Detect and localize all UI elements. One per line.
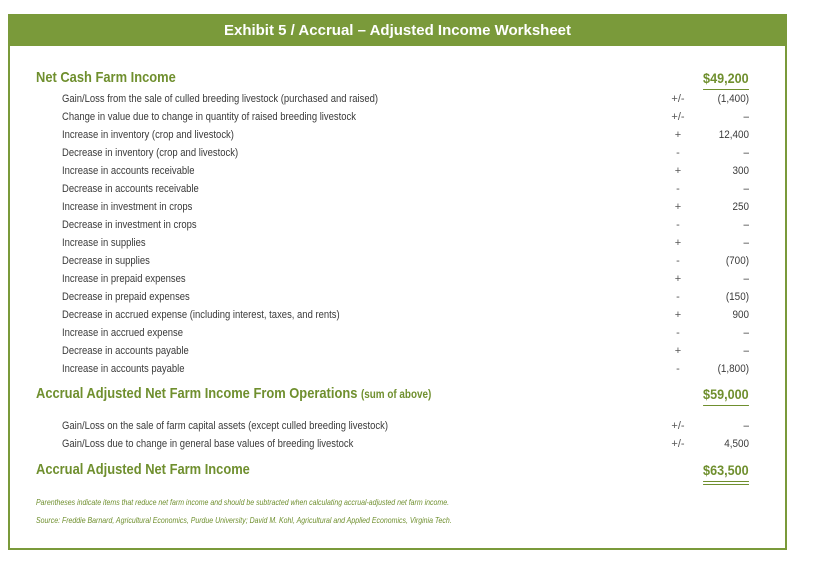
table-row [10, 108, 785, 126]
table-row [10, 360, 785, 378]
row-label: Increase in inventory (crop and livestock) [62, 129, 234, 141]
worksheet-title: Exhibit 5 / Accrual – Adjusted Income Worksheet [10, 16, 785, 46]
row-value: – [743, 273, 749, 285]
row-label: Change in value due to change in quantity of raised breeding livestock [62, 111, 356, 123]
net-cash-farm-income-row [10, 67, 785, 89]
row-label: Increase in accrued expense [62, 327, 183, 339]
row-sign: - [676, 363, 680, 375]
row-label: Increase in supplies [62, 237, 146, 249]
net-cash-farm-income-value: $49,200 [703, 67, 749, 90]
row-sign: - [676, 147, 680, 159]
operations-total-row [10, 383, 785, 405]
table-row [10, 435, 785, 453]
row-sign: - [676, 291, 680, 303]
row-label: Decrease in prepaid expenses [62, 291, 190, 303]
table-row [10, 342, 785, 360]
row-sign: + [674, 309, 682, 321]
row-label: Decrease in accounts receivable [62, 183, 199, 195]
row-value: – [743, 111, 749, 123]
row-value: 900 [732, 309, 749, 321]
row-sign: - [676, 183, 680, 195]
row-sign: + [674, 129, 682, 141]
row-sign: - [676, 219, 680, 231]
row-value: – [743, 183, 749, 195]
row-value: 300 [732, 165, 749, 177]
row-label: Increase in accounts receivable [62, 165, 195, 177]
row-sign: + [674, 345, 682, 357]
worksheet-panel [8, 14, 787, 550]
row-label: Decrease in accounts payable [62, 345, 189, 357]
row-label: Increase in investment in crops [62, 201, 193, 213]
table-row [10, 270, 785, 288]
row-sign: +/- [671, 93, 685, 105]
row-value: – [743, 345, 749, 357]
row-value: – [743, 327, 749, 339]
table-row [10, 417, 785, 435]
operations-total-note: (sum of above) [360, 389, 432, 401]
row-value: (700) [725, 255, 749, 267]
row-sign: + [674, 273, 682, 285]
row-value: – [743, 420, 749, 432]
accrual-total-row [10, 459, 785, 481]
row-value: – [743, 237, 749, 249]
row-sign: + [674, 165, 682, 177]
row-value: 12,400 [718, 129, 749, 141]
row-label: Gain/Loss on the sale of farm capital assets (except culled breeding livestock) [62, 420, 389, 432]
row-value: 4,500 [724, 438, 749, 450]
operations-total-value: $59,000 [703, 383, 749, 406]
table-row [10, 198, 785, 216]
table-row [10, 306, 785, 324]
table-row [10, 234, 785, 252]
row-label: Decrease in accrued expense (including interest, taxes, and rents) [62, 309, 340, 321]
row-label: Decrease in investment in crops [62, 219, 197, 231]
row-sign: + [674, 201, 682, 213]
row-value: (1,400) [717, 93, 749, 105]
source-note: Source: Freddie Barnard, Agricultural Economics, Purdue University; David M. Kohl, Agricultural and Applied Economics, Virginia Tech. [36, 515, 452, 525]
row-label: Gain/Loss due to change in general base values of breeding livestock [62, 438, 354, 450]
row-sign: + [674, 237, 682, 249]
row-value: (1,800) [717, 363, 749, 375]
operations-total-label: Accrual Adjusted Net Farm Income From Operations (sum of above) [36, 385, 432, 402]
accrual-total-label: Accrual Adjusted Net Farm Income [36, 461, 250, 478]
net-cash-farm-income-label: Net Cash Farm Income [36, 69, 176, 86]
row-label: Increase in accounts payable [62, 363, 185, 375]
row-value: – [743, 147, 749, 159]
row-sign: +/- [671, 111, 685, 123]
table-row [10, 252, 785, 270]
row-label: Gain/Loss from the sale of culled breeding livestock (purchased and raised) [62, 93, 379, 105]
table-row [10, 126, 785, 144]
table-row [10, 90, 785, 108]
table-row [10, 216, 785, 234]
table-row [10, 324, 785, 342]
table-row [10, 162, 785, 180]
parentheses-note: Parentheses indicate items that reduce net farm income and should be subtracted when calculating accrual-adjusted net farm income. [36, 497, 450, 507]
row-sign: +/- [671, 420, 685, 432]
row-label: Increase in prepaid expenses [62, 273, 186, 285]
row-label: Decrease in inventory (crop and livestock) [62, 147, 239, 159]
row-value: – [743, 219, 749, 231]
table-row [10, 288, 785, 306]
row-sign: +/- [671, 438, 685, 450]
row-sign: - [676, 255, 680, 267]
row-value: 250 [732, 201, 749, 213]
table-row [10, 144, 785, 162]
accrual-total-value: $63,500 [703, 459, 749, 485]
row-sign: - [676, 327, 680, 339]
row-label: Decrease in supplies [62, 255, 150, 267]
table-row [10, 180, 785, 198]
row-value: (150) [725, 291, 749, 303]
